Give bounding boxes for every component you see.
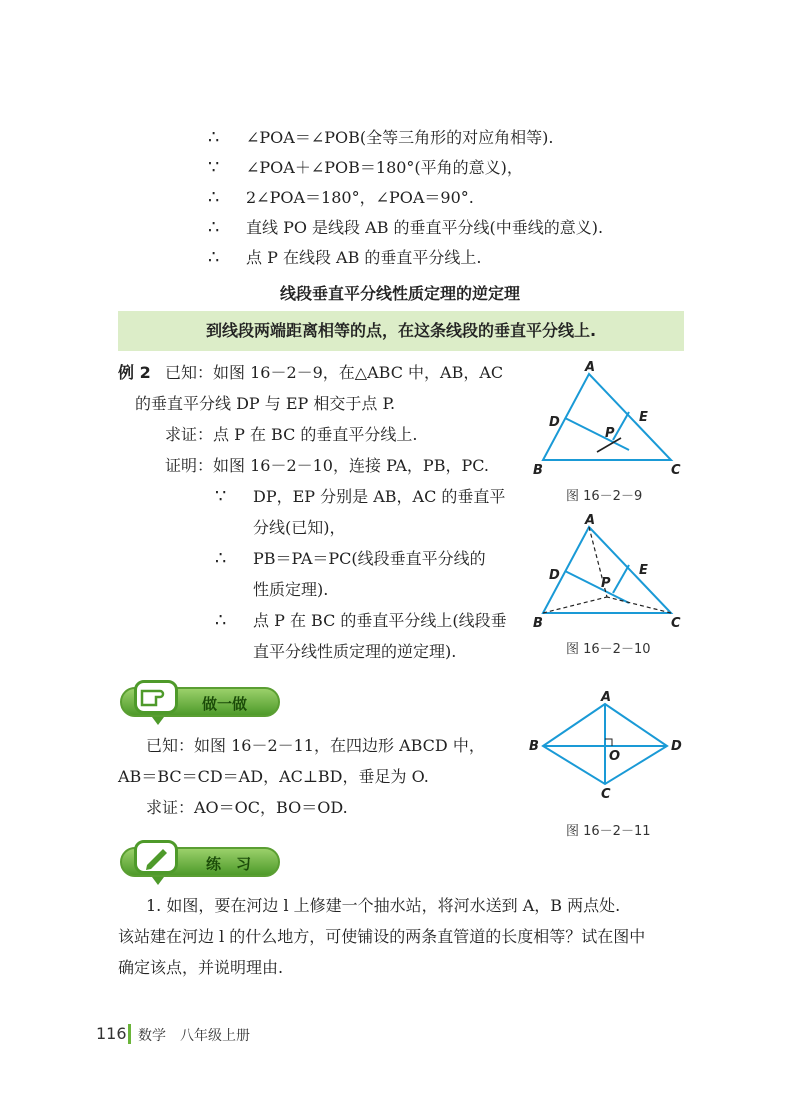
figure-16-2-10	[525, 513, 695, 633]
exercise-line-1: 1. 如图，要在河边 l 上修建一个抽水站，将河水送到 A，B 两点处.	[146, 896, 621, 915]
caption-16-2-11: 图 16－2－11	[566, 824, 651, 839]
label-c: C	[671, 616, 681, 631]
page-number: 116	[96, 1024, 127, 1043]
footer-divider	[128, 1024, 131, 1044]
exercise-title: 练 习	[206, 855, 252, 873]
hand-pointing-icon	[134, 680, 178, 714]
triangle-abc	[543, 374, 671, 460]
label-d: D	[549, 415, 560, 430]
label-a: A	[585, 360, 596, 375]
example-label: 例 2	[118, 363, 151, 382]
label-c: C	[601, 787, 611, 802]
exercise-line-2: 该站建在河边 l 的什么地方，可使铺设的两条直管道的长度相等？试在图中	[118, 927, 646, 946]
try-it-title: 做一做	[202, 695, 248, 713]
perpendicular-bisector-dp	[565, 418, 629, 450]
perpendicular-bisector-ep	[613, 412, 629, 440]
figure-16-2-11	[525, 690, 695, 802]
caption-16-2-10: 图 16－2－10	[566, 642, 651, 657]
because-symbol: ∵	[208, 157, 220, 178]
label-p: P	[605, 426, 615, 441]
segment-pc	[607, 597, 671, 613]
perpendicular-bisector-dp	[565, 571, 629, 603]
proof-step: ∴ PB＝PA＝PC(线段垂直平分线的 性质定理).	[215, 548, 486, 599]
example-proof-intro: 证明：如图 16－2－10，连接 PA，PB，PC.	[165, 456, 489, 475]
try-it-line-3: 求证：AO＝OC，BO＝OD.	[146, 798, 348, 817]
label-a: A	[585, 513, 596, 528]
example-steps	[215, 486, 507, 672]
chevron-down-icon	[150, 876, 166, 886]
example-given-2: 的垂直平分线 DP 与 EP 相交于点 P.	[135, 394, 396, 413]
chevron-down-icon	[150, 716, 166, 726]
proof-line: ∴ 2∠POA＝180°，∠POA＝90°.	[208, 187, 474, 208]
label-e: E	[639, 563, 648, 578]
label-b: B	[533, 616, 543, 631]
proof-step: ∵ DP，EP 分别是 AB，AC 的垂直平 分线(已知)，	[215, 486, 506, 537]
theorem-statement: 到线段两端距离相等的点，在这条线段的垂直平分线上.	[118, 311, 684, 351]
example-prove: 求证：点 P 在 BC 的垂直平分线上.	[165, 425, 418, 444]
label-d: D	[671, 739, 682, 754]
figure-16-2-9	[525, 360, 695, 480]
book-title: 数学 八年级上册	[138, 1028, 250, 1044]
theorem-title: 线段垂直平分线性质定理的逆定理	[279, 284, 520, 303]
right-angle-mark	[605, 739, 612, 746]
therefore-symbol: ∴	[208, 247, 220, 268]
label-c: C	[671, 463, 681, 478]
perpendicular-bisector-ep	[613, 565, 629, 593]
label-b: B	[533, 463, 543, 478]
exercise-line-3: 确定该点，并说明理由.	[118, 958, 284, 977]
caption-16-2-9: 图 16－2－9	[566, 489, 643, 504]
try-it-line-1: 已知：如图 16－2－11，在四边形 ABCD 中，	[146, 736, 485, 755]
therefore-symbol: ∴	[208, 127, 220, 148]
therefore-symbol: ∴	[215, 548, 227, 569]
label-o: O	[609, 749, 621, 764]
hand-pointing-icon-svg	[137, 683, 175, 711]
try-it-line-2: AB＝BC＝CD＝AD，AC⊥BD，垂足为 O.	[118, 767, 429, 786]
segment-pb	[543, 597, 607, 613]
proof-line: ∵ ∠POA＋∠POB＝180°(平角的意义)，	[208, 157, 523, 178]
therefore-symbol: ∴	[215, 610, 227, 631]
label-p: P	[601, 576, 611, 591]
label-a: A	[601, 690, 612, 705]
proof-line: ∴ 点 P 在线段 AB 的垂直平分线上.	[208, 247, 482, 268]
proof-step: ∴ 点 P 在 BC 的垂直平分线上(线段垂 直平分线性质定理的逆定理).	[215, 610, 507, 661]
triangle-abc	[543, 527, 671, 613]
proof-line: ∴ 直线 PO 是线段 AB 的垂直平分线(中垂线的意义).	[208, 217, 604, 238]
proof-line: ∴ ∠POA＝∠POB(全等三角形的对应角相等).	[208, 127, 554, 148]
because-symbol: ∵	[215, 486, 227, 507]
pencil-icon	[134, 840, 178, 874]
label-d: D	[549, 568, 560, 583]
label-e: E	[639, 410, 648, 425]
therefore-symbol: ∴	[208, 187, 220, 208]
example-given-1: 已知：如图 16－2－9，在△ABC 中，AB，AC	[165, 363, 504, 382]
therefore-symbol: ∴	[208, 217, 220, 238]
label-b: B	[529, 739, 539, 754]
pencil-icon-svg	[137, 843, 175, 871]
proof-top	[208, 127, 603, 277]
